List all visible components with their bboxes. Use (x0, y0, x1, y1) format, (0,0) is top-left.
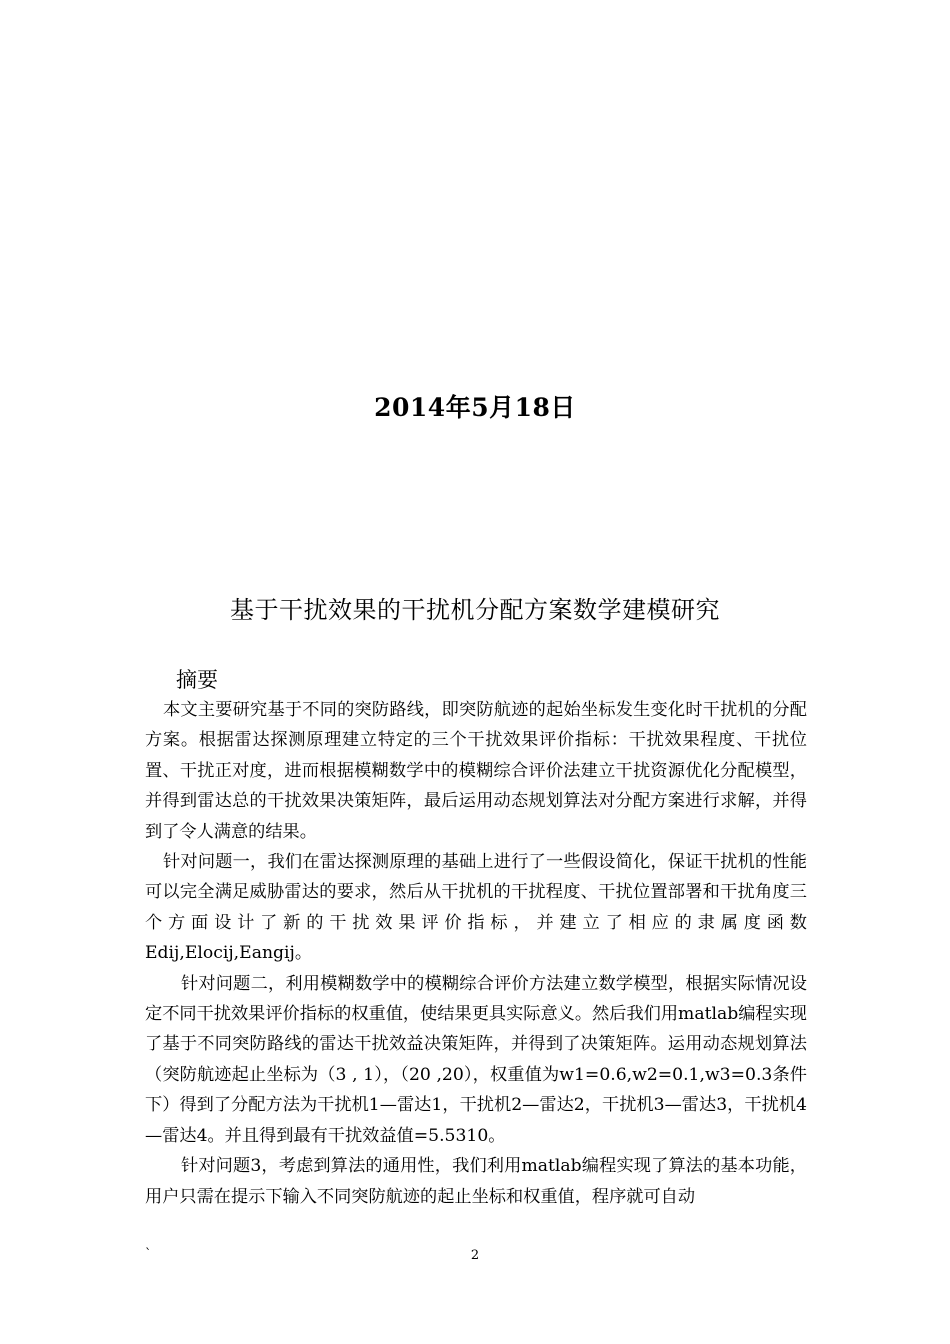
abstract-paragraph-4: 针对问题3，考虑到算法的通用性，我们利用matlab编程实现了算法的基本功能，用户只需在提示下输入不同突防航迹的起止坐标和权重值，程序就可自动 (145, 1156, 807, 1207)
document-date: 2014年5月18日 (374, 393, 576, 422)
footer-mark: ` (145, 1247, 152, 1262)
abstract-paragraph-1: 本文主要研究基于不同的突防路线，即突防航迹的起始坐标发生变化时干扰机的分配方案。根据雷达探测原理建立特定的三个干扰效果评价指标：干扰效果程度、干扰位置、干扰正对度，进而根据模糊数学中的模糊综合评价法建立干扰资源优化分配模型，并得到雷达总的干扰效果决策矩阵，最后运用动态规划算法对分配方案进行求解，并得到了令人满意的结果。 (145, 700, 807, 842)
document-title: 基于干扰效果的干扰机分配方案数学建模研究 (230, 596, 720, 624)
abstract-body (145, 695, 807, 1212)
abstract-paragraph-2: 针对问题一，我们在雷达探测原理的基础上进行了一些假设简化，保证干扰机的性能可以完全满足威胁雷达的要求，然后从干扰机的干扰程度、干扰位置部署和干扰角度三个方面设计了新的干扰效果评价指标，并建立了相应的隶属度函数Edij,Elocij,Eangij。 (145, 852, 807, 964)
abstract-paragraph-3: 针对问题二，利用模糊数学中的模糊综合评价方法建立数学模型，根据实际情况设定不同干扰效果评价指标的权重值，使结果更具实际意义。然后我们用matlab编程实现了基于不同突防路线的雷达干扰效益决策矩阵，并得到了决策矩阵。运用动态规划算法（突防航迹起止坐标为（3 , 1），（20 ,20），权重值为w1=0.6,w2=0.1,w3=0.3条件下）得到了分配方法为干扰机1—雷达1，干扰机2—雷达2，干扰机3—雷达3，干扰机4—雷达4。并且得到最有干扰效益值=5.5310。 (145, 973, 807, 1146)
page-number: 2 (470, 1248, 480, 1263)
abstract-heading: 摘要 (176, 668, 218, 692)
